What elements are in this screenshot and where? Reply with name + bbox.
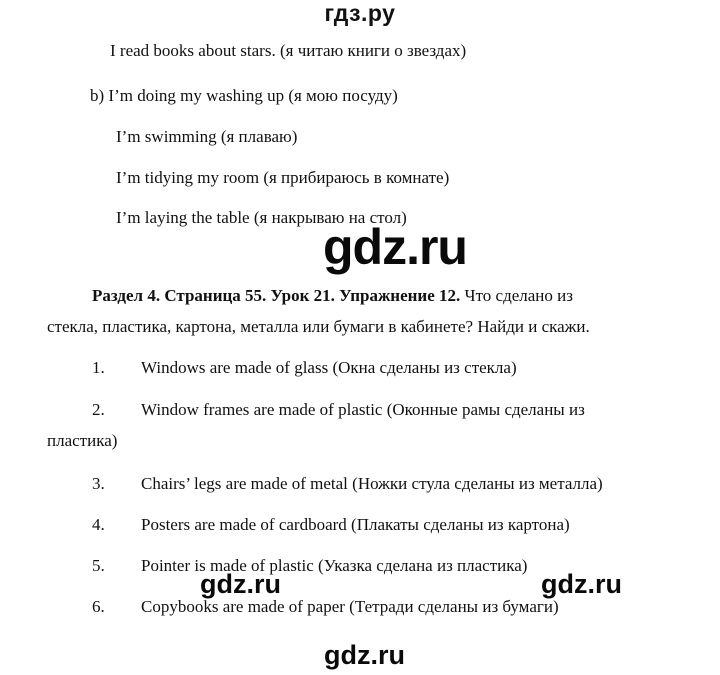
watermark-right: gdz.ru xyxy=(541,569,622,599)
answer-number: 2. xyxy=(92,400,105,419)
answer-text: Posters are made of cardboard (Плакаты сделаны из картона) xyxy=(141,515,570,534)
answer-text: Copybooks are made of paper (Тетради сделаны из бумаги) xyxy=(141,597,559,616)
answer-text: Chairs’ legs are made of metal (Ножки стула сделаны из металла) xyxy=(141,474,603,493)
answer-text: Pointer is made of plastic (Указка сделана из пластика) xyxy=(141,556,528,575)
section-task-continued: стекла, пластика, картона, металла или бумаги в кабинете? Найди и скажи. xyxy=(47,317,590,336)
answer-text: Window frames are made of plastic (Оконные рамы сделаны из xyxy=(141,400,585,419)
answer-number: 6. xyxy=(92,597,105,616)
site-title: гдз.ру xyxy=(324,0,396,26)
answer-text: Windows are made of glass (Окна сделаны из стекла) xyxy=(141,358,517,377)
text-line-stars: I read books about stars. (я читаю книги о звездах) xyxy=(110,41,467,60)
answer-number: 5. xyxy=(92,556,105,575)
section-heading xyxy=(92,286,573,306)
section-task-start: Что сделано из xyxy=(464,286,573,305)
answer-number: 4. xyxy=(92,515,105,534)
text-line-swimming: I’m swimming (я плаваю) xyxy=(116,127,298,146)
section-heading-bold: Раздел 4. Страница 55. Урок 21. Упражнение 12. xyxy=(92,286,461,305)
text-line-b-washing: b) I’m doing my washing up (я мою посуду) xyxy=(90,86,398,105)
answer-text-continued: пластика) xyxy=(47,431,118,450)
answer-number: 1. xyxy=(92,358,105,377)
text-line-laying: I’m laying the table (я накрываю на стол) xyxy=(116,208,407,227)
answer-number: 3. xyxy=(92,474,105,493)
watermark-left: gdz.ru xyxy=(200,569,281,599)
text-line-tidying: I’m tidying my room (я прибираюсь в комнате) xyxy=(116,168,450,187)
watermark-center: gdz.ru xyxy=(323,219,467,275)
watermark-bottom: gdz.ru xyxy=(324,640,405,670)
